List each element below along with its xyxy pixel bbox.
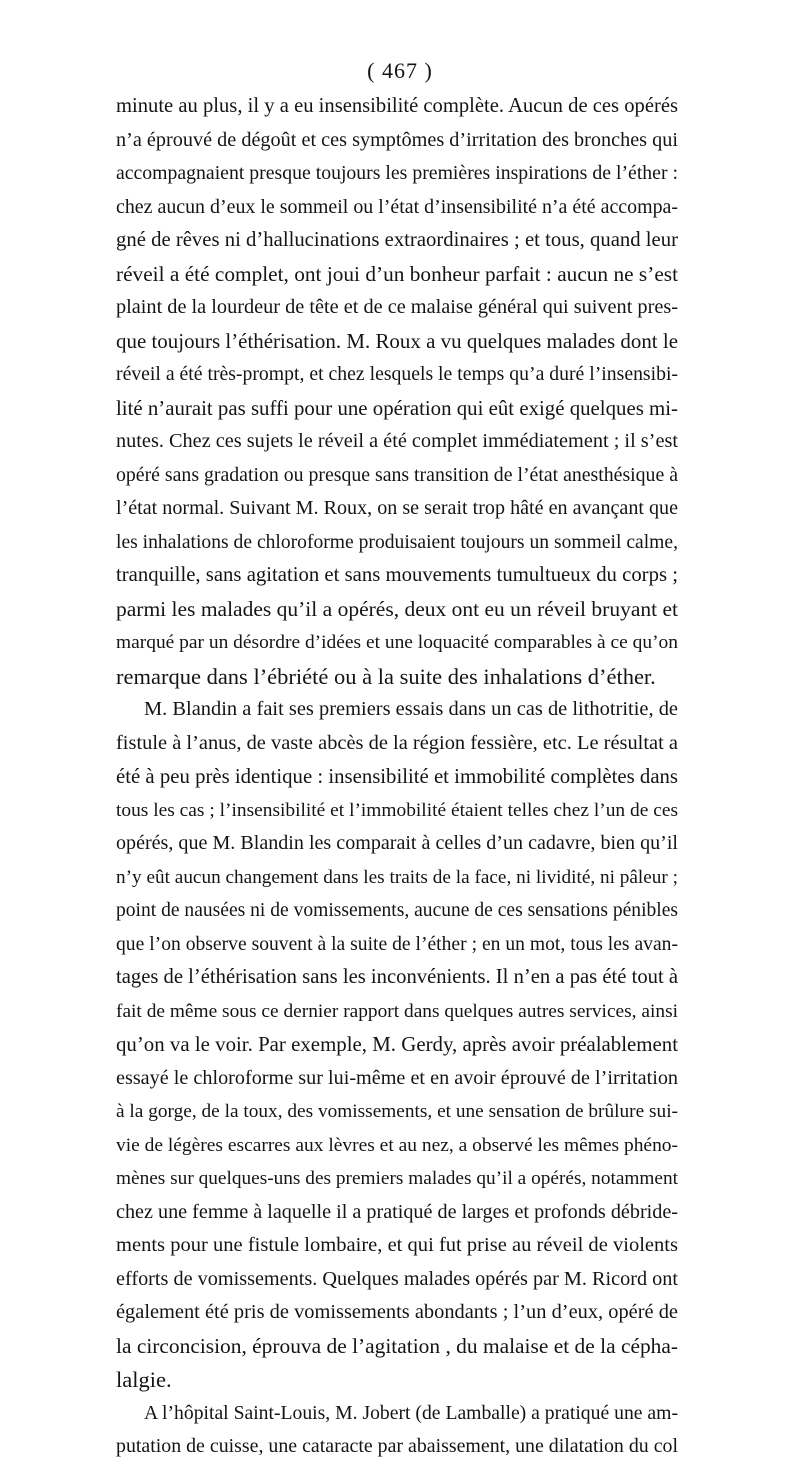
text-line: n’a éprouvé de dégoût et ces symptômes d’irritation des bronches qui [116,128,678,151]
text-line: n’y eût aucun changement dans les traits de la face, ni lividité, ni pâleur ; [116,866,678,888]
text-line: gné de rêves ni d’hallucinations extraordinaires ; et tous, quand leur [116,229,678,251]
paragraph-1 [116,90,678,693]
text-line: également été pris de vomissements abondants ; l’un d’eux, opéré de [116,1301,678,1323]
text-line: la circoncision, éprouva de l’agitation , du malaise et de la cépha- [116,1333,678,1358]
text-line: lité n’aurait pas suffi pour une opération qui eût exigé quelques mi- [116,395,678,420]
text-line: tranquille, sans agitation et sans mouvements tumultueux du corps ; [116,564,678,586]
text-line: M. Blandin a fait ses premiers essais dans un cas de lithotritie, de [144,698,678,720]
text-line: vie de légères escarres aux lèvres et au nez, a observé les mêmes phéno- [116,1134,678,1156]
text-line: point de nausées ni de vomissements, aucune de ces sensations pénibles [116,900,678,921]
text-line: minute au plus, il y a eu insensibilité complète. Aucun de ces opérés [116,95,678,117]
text-line: opérés, que M. Blandin les comparait à celles d’un cadavre, bien qu’il [116,832,678,854]
text-line: que toujours l’éthérisation. M. Roux a vu quelques malades dont le [116,328,678,353]
text-line: marqué par un désordre d’idées et une loquacité comparables à ce qu’on [116,632,678,653]
text-line: chez une femme à laquelle il a pratiqué de larges et profonds débride- [116,1200,678,1223]
text-line: tages de l’éthérisation sans les inconvénients. Il n’en a pas été tout à [116,966,678,988]
text-line: chez aucun d’eux le sommeil ou l’état d’insensibilité n’a été accompa- [116,195,678,218]
text-line: mènes sur quelques-uns des premiers malades qu’il a opérés, notamment [116,1168,678,1189]
text-line: fait de même sous ce dernier rapport dans quelques autres services, ainsi [116,1000,678,1022]
text-line: essayé le chloroforme sur lui-même et en avoir éprouvé de l’irritation [116,1066,678,1089]
text-line: nutes. Chez ces sujets le réveil a été complet immédiatement ; il s’est [116,430,678,452]
text-line: qu’on va le voir. Par exemple, M. Gerdy, après avoir préalablement [116,1032,678,1056]
page-number: ( 467 ) [367,58,433,83]
paragraph-3 [116,1397,678,1464]
text-line: réveil a été complet, ont joui d’un bonheur parfait : aucun ne s’est [116,261,678,286]
text-line: A l’hôpital Saint-Louis, M. Jobert (de Lamballe) a pratiqué une am- [144,1401,678,1424]
text-line: accompagnaient presque toujours les premières inspirations de l’éther : [116,162,678,184]
text-line: réveil a été très-prompt, et chez lesquels le temps qu’a duré l’insensibi- [116,363,678,385]
text-line: que l’on observe souvent à la suite de l’éther ; en un mot, tous les avan- [116,933,678,955]
text-line: putation de cuisse, une cataracte par abaissement, une dilatation du col [116,1435,678,1457]
text-line: les inhalations de chloroforme produisaient toujours un sommeil calme, [116,531,678,553]
text-line: lalgie. [116,1367,172,1392]
text-line: l’état normal. Suivant M. Roux, on se serait trop hâté en avançant que [116,497,678,519]
text-line: efforts de vomissements. Quelques malades opérés par M. Ricord ont [116,1267,678,1290]
text-line: plaint de la lourdeur de tête et de ce malaise général qui suivent pres- [116,296,678,318]
text-line: ments pour une fistule lombaire, et qui fut prise au réveil de violents [116,1234,678,1256]
paragraph-2 [116,693,678,1397]
text-line: opéré sans gradation ou presque sans transition de l’état anesthésique à [116,463,678,486]
body-text [116,90,678,1464]
text-line: remarque dans l’ébriété ou à la suite des inhalations d’éther. [116,663,656,689]
text-line: parmi les malades qu’il a opérés, deux ont eu un réveil bruyant et [116,596,678,621]
text-line: fistule à l’anus, de vaste abcès de la région fessière, etc. Le résultat a [116,731,678,754]
text-line: à la gorge, de la toux, des vomissements, et une sensation de brûlure sui- [116,1101,678,1122]
text-line: tous les cas ; l’insensibilité et l’immobilité étaient telles chez l’un de ces [116,799,678,821]
text-line: été à peu près identique : insensibilité et immobilité complètes dans [116,765,678,788]
